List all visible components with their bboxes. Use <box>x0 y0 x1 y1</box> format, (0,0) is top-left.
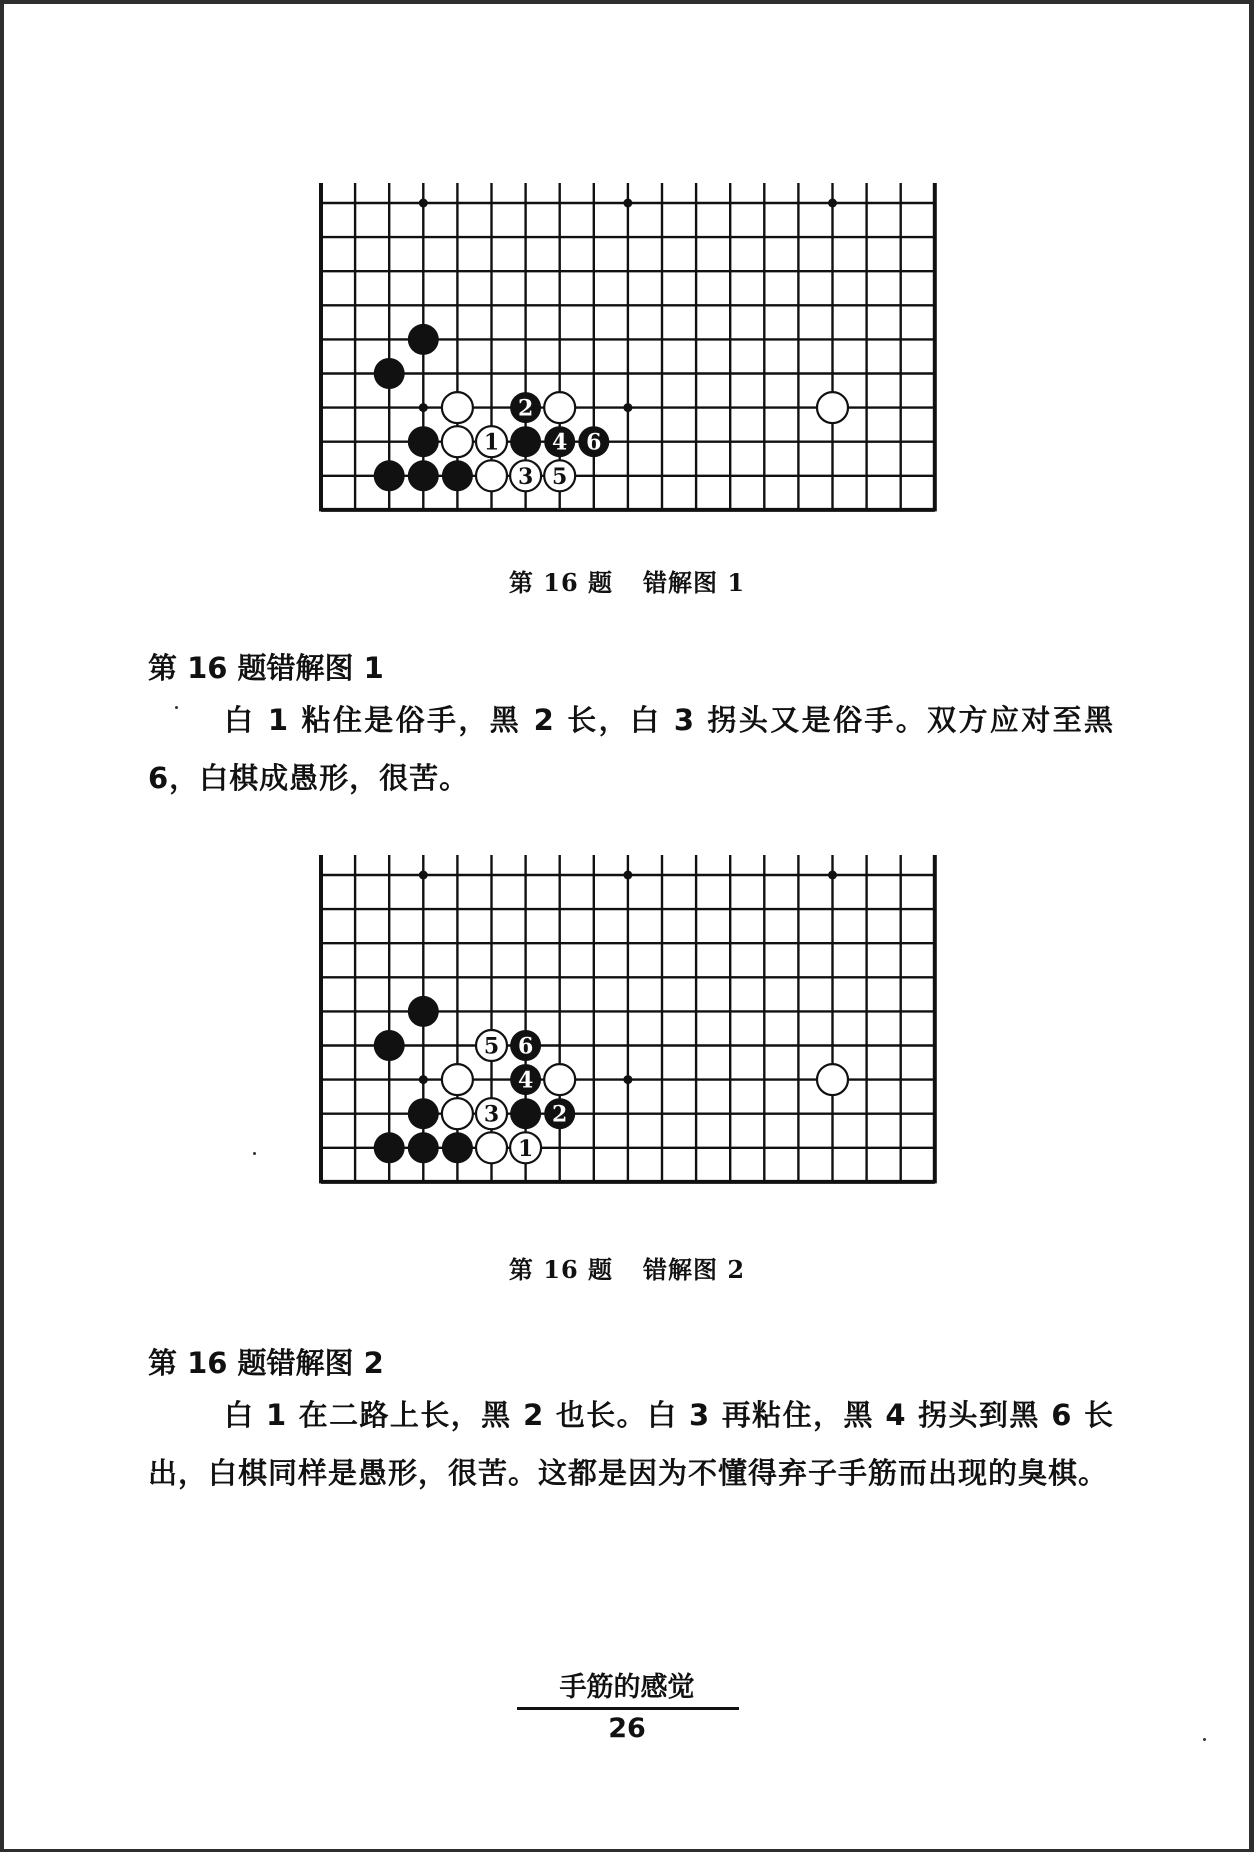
black-stone <box>510 1098 541 1129</box>
move-number: 3 <box>517 463 534 490</box>
star-point <box>419 871 428 880</box>
white-stone-move-3 <box>510 460 541 491</box>
section-heading-2: 第 16 题错解图 2 <box>148 1346 384 1380</box>
white-stone <box>544 392 575 423</box>
move-number: 2 <box>552 1101 568 1128</box>
scan-speck <box>175 706 178 709</box>
star-point <box>419 199 428 208</box>
black-stone <box>374 1132 405 1163</box>
move-number: 6 <box>517 1033 534 1060</box>
black-stone <box>374 358 405 389</box>
move-number: 2 <box>517 395 534 422</box>
caption-problem-number: 第 16 题 <box>508 1255 614 1284</box>
black-stone <box>408 426 439 457</box>
black-stone <box>408 324 439 355</box>
move-number: 4 <box>517 1067 534 1094</box>
move-number: 1 <box>483 429 500 456</box>
caption-label: 错解图 1 <box>643 568 746 597</box>
black-stone-move-2 <box>510 392 541 423</box>
white-stone <box>442 426 473 457</box>
white-stone <box>817 1064 848 1095</box>
black-stone-move-2 <box>544 1098 575 1129</box>
caption-label: 错解图 2 <box>643 1255 746 1284</box>
black-stone <box>374 1030 405 1061</box>
black-stone-move-6 <box>578 426 609 457</box>
white-stone <box>442 392 473 423</box>
black-stone <box>408 460 439 491</box>
scan-speck <box>1203 1738 1206 1741</box>
white-stone <box>442 1098 473 1129</box>
star-point <box>828 871 837 880</box>
white-stone <box>476 1132 507 1163</box>
black-stone-move-6 <box>510 1030 541 1061</box>
star-point <box>623 871 632 880</box>
white-stone-move-5 <box>476 1030 507 1061</box>
move-number: 6 <box>586 429 602 456</box>
black-stone-move-4 <box>544 426 575 457</box>
white-stone-move-3 <box>476 1098 507 1129</box>
black-stone <box>510 426 541 457</box>
move-number: 4 <box>552 429 568 456</box>
footer-book-title: 手筋的感觉 <box>559 1672 695 1703</box>
star-point <box>623 403 632 412</box>
diagram-caption-1 <box>0 563 1254 598</box>
move-number: 5 <box>552 463 568 490</box>
black-stone-move-4 <box>510 1064 541 1095</box>
white-stone <box>544 1064 575 1095</box>
white-stone <box>476 460 507 491</box>
diagram-caption-2 <box>0 1250 1254 1285</box>
white-stone <box>817 392 848 423</box>
star-point <box>623 199 632 208</box>
black-stone <box>408 996 439 1027</box>
go-board-diagram-1 <box>0 165 1254 525</box>
star-point <box>623 1075 632 1084</box>
caption-problem-number: 第 16 题 <box>508 568 614 597</box>
move-number: 5 <box>483 1033 500 1060</box>
footer-divider <box>517 1707 739 1710</box>
white-stone-move-1 <box>510 1132 541 1163</box>
white-stone-move-5 <box>544 460 575 491</box>
black-stone <box>408 1098 439 1129</box>
black-stone <box>408 1132 439 1163</box>
go-board-diagram-2 <box>0 837 1254 1197</box>
star-point <box>828 199 837 208</box>
white-stone <box>442 1064 473 1095</box>
black-stone <box>374 460 405 491</box>
move-number: 3 <box>483 1101 500 1128</box>
move-number: 1 <box>517 1135 534 1162</box>
section-paragraph-2: 白 1 在二路上长，黑 2 也长。白 3 再粘住，黑 4 拐头到黑 6 长出，白棋同样是愚形，很苦。这都是因为不懂得弃子手筋而出现的臭棋。 <box>148 1398 1114 1490</box>
black-stone <box>442 460 473 491</box>
star-point <box>419 1075 428 1084</box>
star-point <box>419 403 428 412</box>
white-stone-move-1 <box>476 426 507 457</box>
black-stone <box>442 1132 473 1163</box>
section-heading-1: 第 16 题错解图 1 <box>148 651 384 685</box>
scan-speck <box>253 1152 256 1155</box>
page-number: 26 <box>608 1713 646 1744</box>
section-paragraph-1: 白 1 粘住是俗手，黑 2 长，白 3 拐头又是俗手。双方应对至黑 6，白棋成愚形，很苦。 <box>148 703 1114 795</box>
